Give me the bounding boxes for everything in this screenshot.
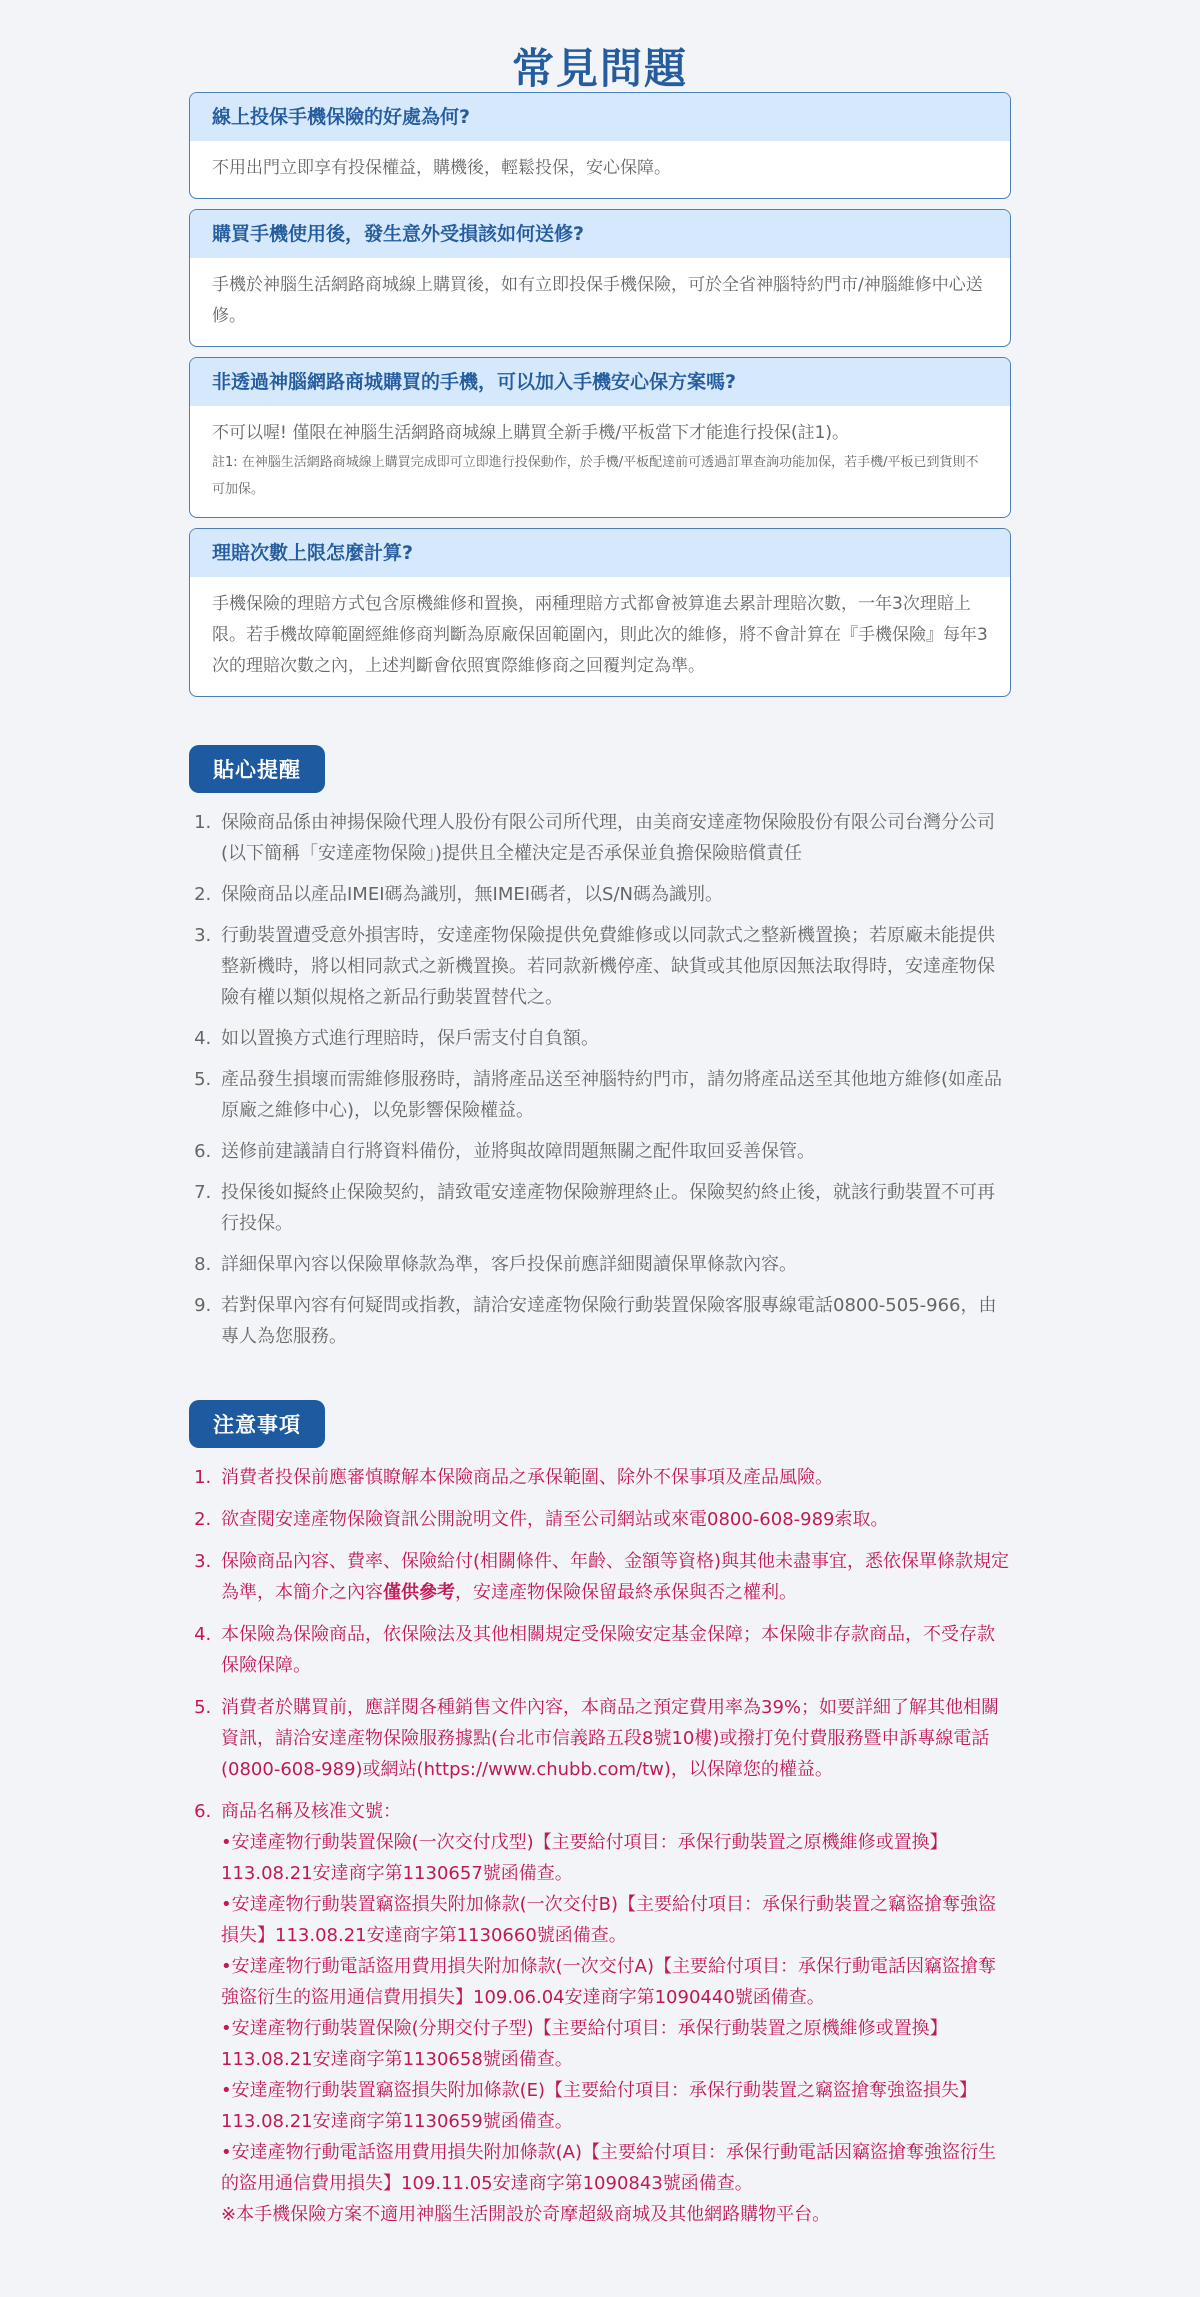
list-item: 7. 投保後如擬終止保險契約，請致電安達產物保險辦理終止。保險契約終止後，就該行動裝置不可再行投保。 (217, 1177, 1011, 1239)
tips-list (189, 807, 1011, 1352)
product-item: •安達產物行動裝置竊盜損失附加條款(一次交付B)【主要給付項目：承保行動裝置之竊盜搶奪強盜損失】113.08.21安達商字第1130660號函備查。 (221, 1894, 997, 1946)
faq-item (189, 92, 1011, 199)
faq-answer: 不用出門立即享有投保權益，購機後，輕鬆投保，安心保障。 (212, 158, 671, 178)
product-item: •安達產物行動電話盜用費用損失附加條款(一次交付A)【主要給付項目：承保行動電話因竊盜搶奪強盜衍生的盜用通信費用損失】109.06.04安達商字第1090440號函備查。 (221, 1956, 996, 2008)
list-item: 5. 消費者於購買前，應詳閱各種銷售文件內容，本商品之預定費用率為39%；如要詳細了解其他相關資訊，請洽安達產物保險服務據點(台北市信義路五段8號10樓)或撥打免付費服務暨申訴專線電話(0800-608-989)或網站(https://www.chubb.com/tw)，以保障您的權益。 (217, 1692, 1011, 1785)
faq-footnote: 註1: 在神腦生活網路商城線上購買完成即可立即進行投保動作，於手機/平板配達前可透過訂單查詢功能加保，若手機/平板已到貨則不可加保。 (212, 455, 979, 497)
list-item (217, 1796, 1011, 2230)
list-item: 3. 行動裝置遭受意外損害時，安達產物保險提供免費維修或以同款式之整新機置換；若原廠未能提供整新機時，將以相同款式之新機置換。若同款新機停產、缺貨或其他原因無法取得時，安達產物保險有權以類似規格之新品行動裝置替代之。 (217, 920, 1011, 1013)
list-item: 4. 本保險為保險商品，依保險法及其他相關規定受保險安定基金保障；本保險非存款商品，不受存款保險保障。 (217, 1619, 1011, 1681)
list-item (217, 1546, 1011, 1608)
footnote: ※本手機保險方案不適用神腦生活開設於奇摩超級商城及其他網路購物平台。 (221, 2204, 831, 2225)
list-item: 6. 送修前建議請自行將資料備份，並將與故障問題無關之配件取回妥善保管。 (217, 1136, 1011, 1167)
faq-question[interactable]: 非透過神腦網路商城購買的手機，可以加入手機安心保方案嗎? (190, 358, 1010, 406)
faq-question[interactable]: 線上投保手機保險的好處為何? (190, 93, 1010, 141)
notice-section (189, 1400, 1011, 2230)
list-item: 2. 保險商品以產品IMEI碼為識別，無IMEI碼者，以S/N碼為識別。 (217, 879, 1011, 910)
faq-item (189, 528, 1011, 697)
notice-text: 保險商品內容、費率、保險給付(相關條件、年齡、金額等資格)與其他未盡事宜，悉依保單條款規定為準，本簡介之內容 (221, 1551, 1010, 1603)
product-item: •安達產物行動裝置竊盜損失附加條款(E)【主要給付項目：承保行動裝置之竊盜搶奪強盜損失】113.08.21安達商字第1130659號函備查。 (221, 2080, 978, 2132)
product-item: •安達產物行動裝置保險(一次交付戊型)【主要給付項目：承保行動裝置之原機維修或置換】113.08.21安達商字第1130657號函備查。 (221, 1832, 948, 1884)
list-item: 5. 產品發生損壞而需維修服務時，請將產品送至神腦特約門市，請勿將產品送至其他地方維修(如產品原廠之維修中心)，以免影響保險權益。 (217, 1064, 1011, 1126)
list-item: 1. 保險商品係由神揚保險代理人股份有限公司所代理，由美商安達產物保險股份有限公司台灣分公司(以下簡稱「安達產物保險」)提供且全權決定是否承保並負擔保險賠償責任 (217, 807, 1011, 869)
list-item: 1. 消費者投保前應審慎瞭解本保險商品之承保範圍、除外不保事項及產品風險。 (217, 1462, 1011, 1493)
list-item: 4. 如以置換方式進行理賠時，保戶需支付自負額。 (217, 1023, 1011, 1054)
faq-answer: 手機保險的理賠方式包含原機維修和置換，兩種理賠方式都會被算進去累計理賠次數，一年3次理賠上限。若手機故障範圍經維修商判斷為原廠保固範圍內，則此次的維修，將不會計算在『手機保險』每年3次的理賠次數之內，上述判斷會依照實際維修商之回覆判定為準。 (212, 594, 988, 676)
faq-question[interactable]: 購買手機使用後，發生意外受損該如何送修? (190, 210, 1010, 258)
faq-item (189, 357, 1011, 518)
notice-text: ，安達產物保險保留最終承保與否之權利。 (455, 1582, 797, 1603)
faq-answer-block (190, 406, 1010, 517)
page-title: 常見問題 (511, 44, 688, 93)
faq-answer: 手機於神腦生活網路商城線上購買後，如有立即投保手機保險，可於全省神腦特約門市/神腦維修中心送修。 (212, 275, 983, 326)
tips-title: 貼心提醒 (189, 745, 325, 793)
product-list-title: 6. 商品名稱及核准文號： (221, 1801, 401, 1822)
faq-item (189, 209, 1011, 347)
faq-answer: 不可以喔! 僅限在神腦生活網路商城線上購買全新手機/平板當下才能進行投保(註1)。 (212, 423, 850, 443)
emphasis-text: 僅供參考 (383, 1582, 455, 1603)
product-item: •安達產物行動裝置保險(分期交付子型)【主要給付項目：承保行動裝置之原機維修或置換】113.08.21安達商字第1130658號函備查。 (221, 2018, 948, 2070)
notice-list (189, 1462, 1011, 2230)
notice-title: 注意事項 (189, 1400, 325, 1448)
tips-section (189, 745, 1011, 1352)
list-item: 8. 詳細保單內容以保險單條款為準，客戶投保前應詳細閱讀保單條款內容。 (217, 1249, 1011, 1280)
list-item: 2. 欲查閱安達產物保險資訊公開說明文件，請至公司網站或來電0800-608-989索取。 (217, 1504, 1011, 1535)
faq-question[interactable]: 理賠次數上限怎麼計算? (190, 529, 1010, 577)
faq-list (189, 92, 1011, 2230)
product-item: •安達產物行動電話盜用費用損失附加條款(A)【主要給付項目：承保行動電話因竊盜搶奪強盜衍生的盜用通信費用損失】109.11.05安達商字第1090843號函備查。 (221, 2142, 996, 2194)
list-item: 9. 若對保單內容有何疑問或指教，請洽安達產物保險行動裝置保險客服專線電話0800-505-966，由專人為您服務。 (217, 1290, 1011, 1352)
